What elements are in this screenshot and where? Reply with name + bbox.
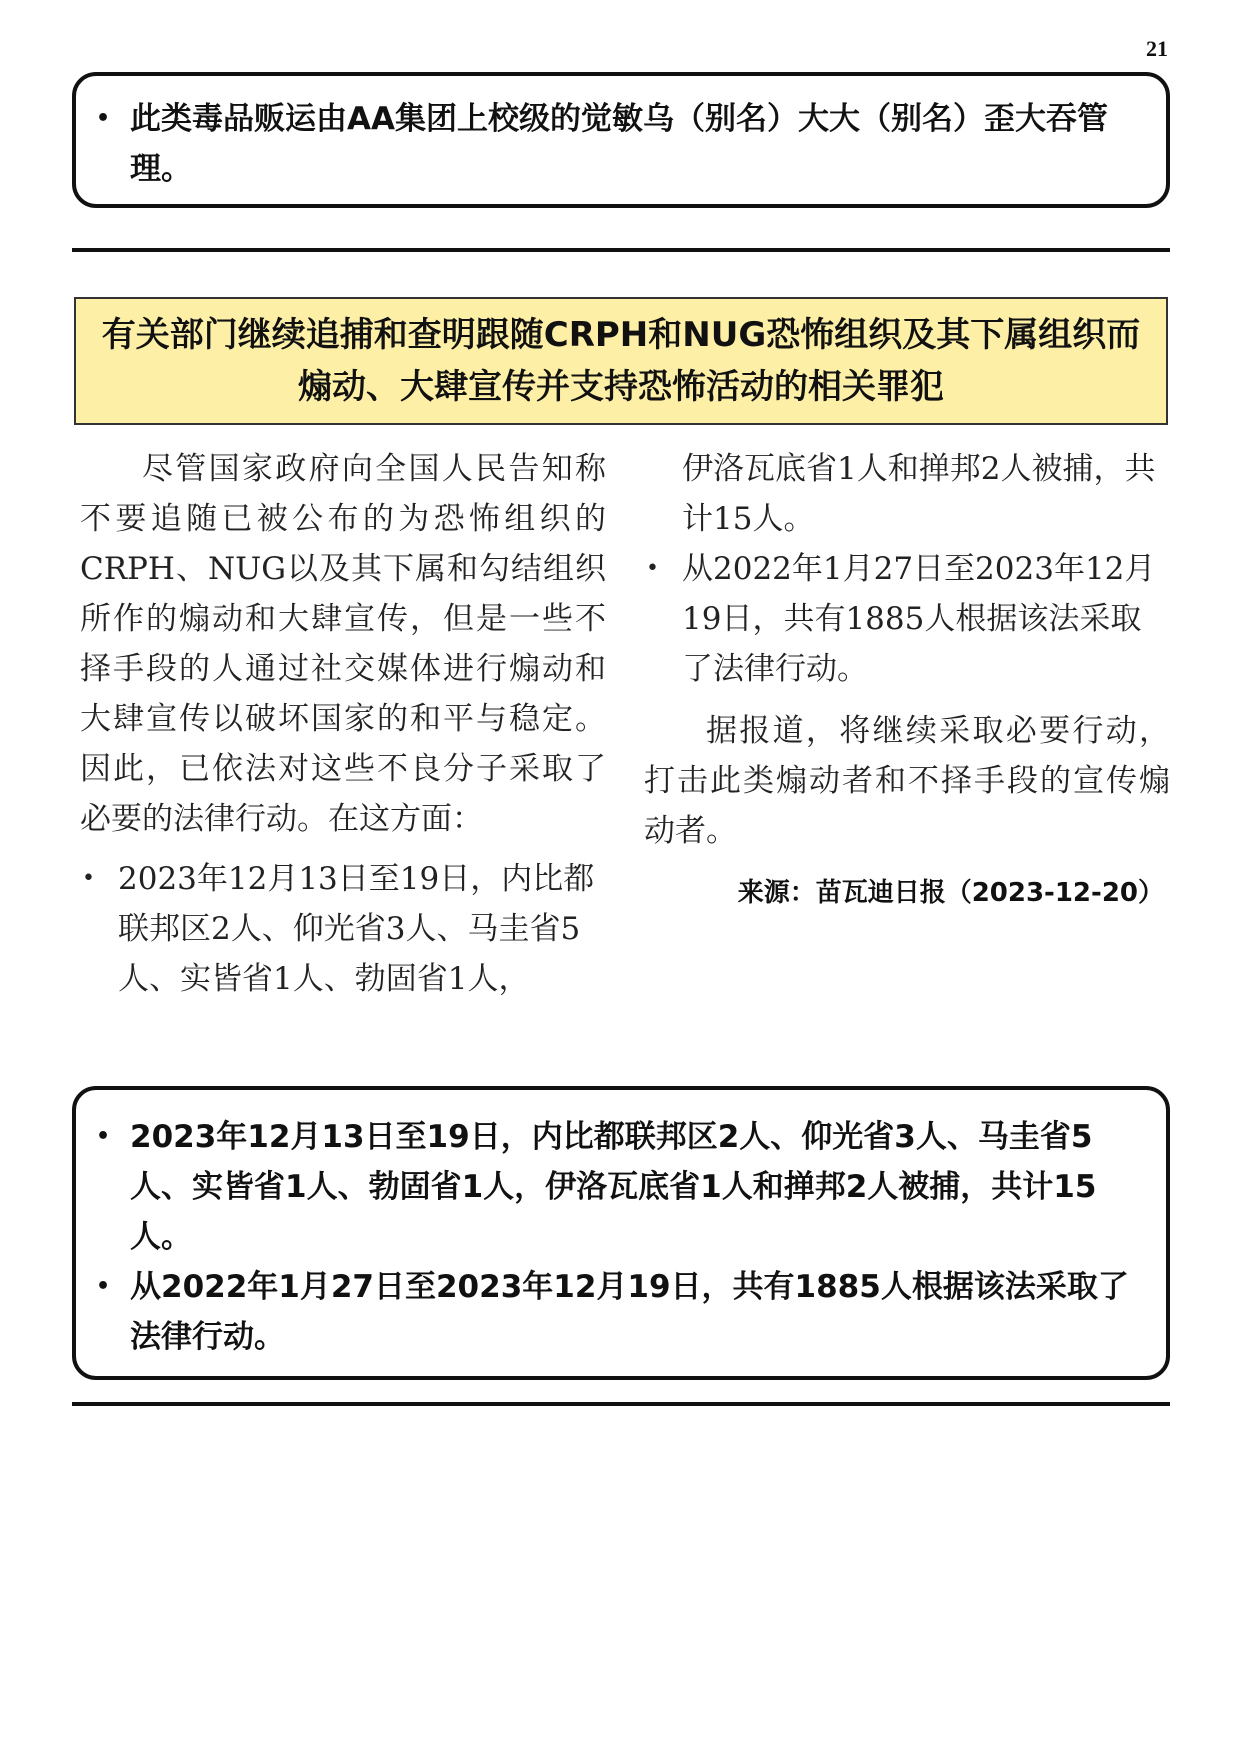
summary-list-top xyxy=(94,94,1146,194)
headline-line-2: 煽动、大肆宣传并支持恐怖活动的相关罪犯 xyxy=(297,367,944,407)
article-bullet-list xyxy=(80,854,606,1004)
article-bullet-2: • 从2022年1月27日至2023年12月19日，共有1885人根据该法采取了法律行动。 xyxy=(644,544,1170,694)
summary-item: • 2023年12月13日至19日，内比都联邦区2人、仰光省3人、马圭省5人、实皆省1人、勃固省1人，伊洛瓦底省1人和掸邦2人被捕，共计15人。 xyxy=(94,1112,1146,1262)
article-bullet-1-continuation-text: 伊洛瓦底省1人和掸邦2人被捕，共计15人。 xyxy=(682,451,1156,537)
divider-rule xyxy=(72,1402,1170,1406)
summary-box-bottom xyxy=(72,1086,1170,1380)
article-headline xyxy=(74,297,1168,425)
article-bullet-1-part-1: • 2023年12月13日至19日，内比都联邦区2人、仰光省3人、马圭省5人、实皆省1人、勃固省1人， xyxy=(80,854,606,1004)
article-column-right xyxy=(644,444,1170,918)
headline-line-1: 有关部门继续追捕和查明跟随CRPH和NUG恐怖组织及其下属组织而 xyxy=(101,315,1141,355)
divider-rule xyxy=(72,248,1170,252)
article-column-left xyxy=(80,444,606,1004)
article-intro-paragraph: 尽管国家政府向全国人民告知称不要追随已被公布的为恐怖组织的CRPH、NUG以及其下属和勾结组织所作的煽动和大肆宣传，但是一些不择手段的人通过社交媒体进行煽动和大肆宣传以破坏国家的和平与稳定。因此，已依法对这些不良分子采取了必要的法律行动。在这方面： xyxy=(80,451,606,837)
article-source: 来源：苗瓦迪日报（2023-12-20） xyxy=(737,878,1164,908)
article-bullet-1-part-2 xyxy=(644,444,1170,544)
page-number: 21 xyxy=(1146,36,1168,61)
article-closing-paragraph: 据报道，将继续采取必要行动，打击此类煽动者和不择手段的宣传煽动者。 xyxy=(644,713,1170,849)
summary-list-bottom xyxy=(94,1112,1146,1362)
article-bullet-list-continued xyxy=(644,444,1170,694)
summary-item: • 从2022年1月27日至2023年12月19日，共有1885人根据该法采取了法律行动。 xyxy=(94,1262,1146,1362)
summary-item: • 此类毒品贩运由AA集团上校级的觉敏乌（别名）大大（别名）歪大吞管理。 xyxy=(94,94,1146,194)
summary-box-top xyxy=(72,72,1170,208)
